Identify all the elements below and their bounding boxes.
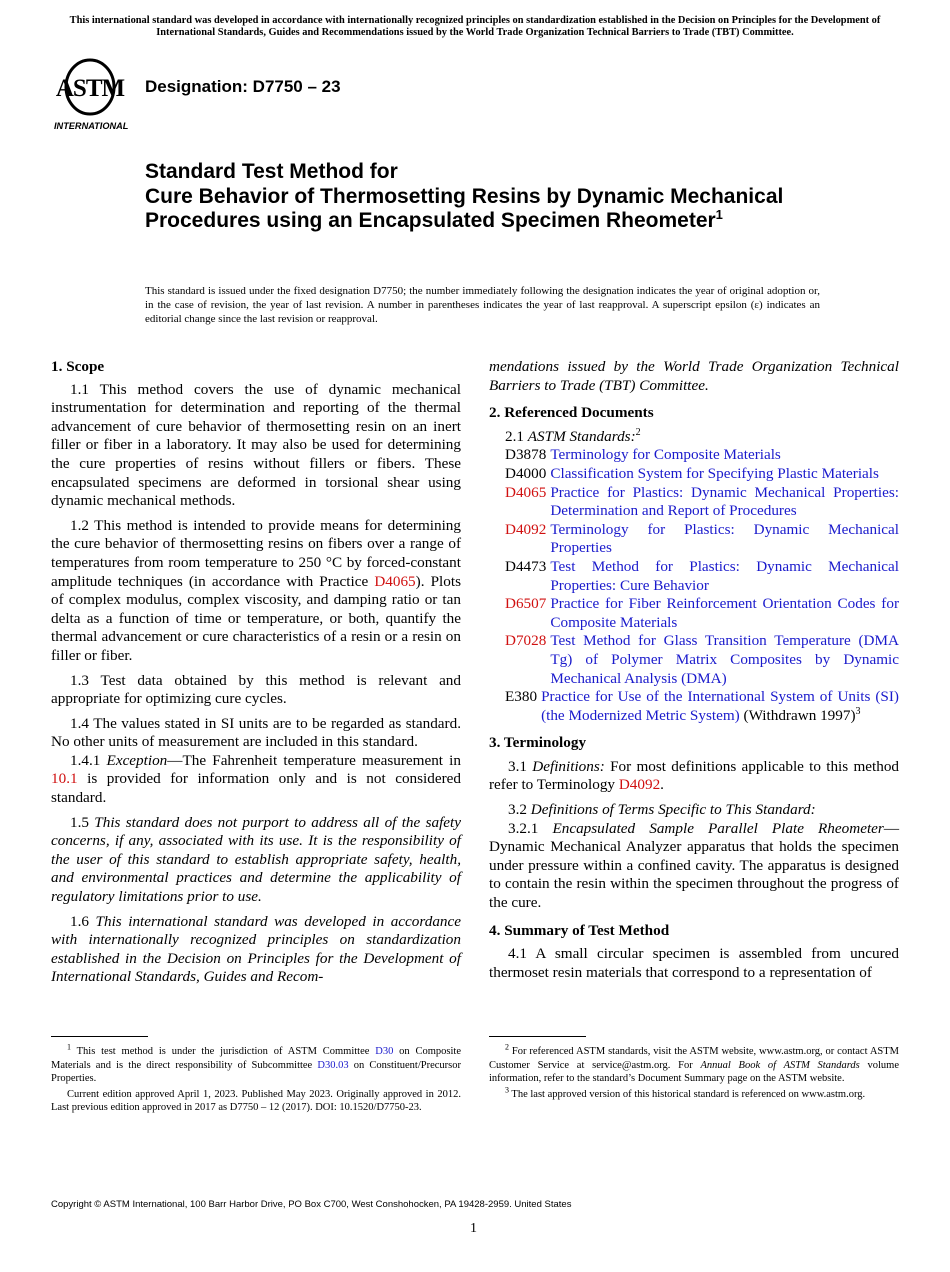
astm-logo-org: INTERNATIONAL bbox=[54, 121, 129, 131]
definitions-label: Definitions: bbox=[532, 757, 605, 775]
trade-notice: This international standard was developed in accordance with internationally recognized principles on standardization established in the Decision on Principles for the Development of International Standards, Guides and Recommendations issued by the World Trade Organization Technical Barriers to Trade (TBT) Committee. bbox=[69, 15, 881, 38]
reference-title-link[interactable]: Test Method for Glass Transition Temperature (DMA Tg) of Polymer Matrix Composites by Dynamic Mechanical Analysis (DMA) bbox=[550, 632, 899, 687]
reference-title-block bbox=[550, 521, 899, 558]
reference-code[interactable]: D4065 bbox=[505, 483, 547, 501]
para-4-1: 4.1 A small circular specimen is assembled from uncured thermoset resin materials that correspond to a representation of bbox=[489, 945, 899, 981]
footnote-1-text-3: on Constituent/Precursor Properties. bbox=[51, 1059, 461, 1085]
reference-title-block bbox=[550, 632, 899, 688]
reference-title-block bbox=[550, 558, 899, 595]
para-1-6 bbox=[51, 913, 461, 987]
section-references-heading: 2. Referenced Documents bbox=[489, 404, 654, 422]
reference-title-block bbox=[550, 595, 899, 632]
footnote-2-book: Annual Book of ASTM Standards bbox=[700, 1059, 860, 1071]
link-d4065[interactable]: D4065 bbox=[374, 572, 416, 590]
footnote-2-text: For referenced ASTM standards, visit the ASTM website, www.astm.org, or contact ASTM Customer Service at service@astm.org. For bbox=[489, 1046, 899, 1071]
page-number: 1 bbox=[470, 1221, 477, 1236]
withdrawn-footnote-mark: 3 bbox=[855, 705, 861, 717]
para-1-4: 1.4 The values stated in SI units are to be regarded as standard. No other units of measurement are included in this standard. bbox=[51, 714, 461, 751]
designation: Designation: D7750 – 23 bbox=[145, 77, 341, 96]
para-3-2-num: 3.2 bbox=[508, 801, 531, 819]
reference-title-link[interactable]: Terminology for Composite Materials bbox=[550, 446, 781, 464]
withdrawn-note: (Withdrawn 1997) bbox=[739, 706, 856, 724]
title-line1: Standard Test Method for bbox=[145, 160, 398, 183]
para-1-5 bbox=[51, 814, 461, 907]
para-1-4-1 bbox=[51, 752, 461, 808]
para-3-2-1 bbox=[489, 820, 899, 913]
para-1-6-continued: mendations issued by the World Trade Organization Technical Barriers to Trade (TBT) Committee. bbox=[489, 358, 899, 394]
link-d30-03[interactable]: D30.03 bbox=[317, 1059, 349, 1071]
footnotes-left bbox=[51, 1042, 461, 1115]
footnote-1-mark: 1 bbox=[67, 1042, 71, 1052]
reference-item bbox=[489, 465, 899, 484]
reference-code: E380 bbox=[505, 688, 538, 706]
para-1-6-text: This international standard was developed in accordance with internationally recognized principles on standardization established in the Decision on Principles for the Development of International Standards, Guides and Recom- bbox=[51, 912, 461, 986]
reference-item bbox=[489, 484, 899, 521]
para-1-4-1-num: 1.4.1 bbox=[70, 751, 107, 769]
para-1-5-num: 1.5 bbox=[70, 813, 95, 831]
exception-label: Exception bbox=[106, 751, 168, 769]
reference-title-block bbox=[550, 446, 899, 465]
reference-title-block bbox=[550, 484, 899, 521]
para-1-1: 1.1 This method covers the use of dynamic mechanical instrumentation for determination and reporting of the thermal advancement of cure behavior of thermosetting resin on an inert filler or fiber in a laboratory. It may also be used for determining the cure properties of resins without fillers or fibers. These encapsulated specimens are deformed in torsional shear using dynamic mechanical methods. bbox=[51, 380, 461, 510]
reference-title-link[interactable]: Terminology for Plastics: Dynamic Mechanical Properties bbox=[550, 520, 899, 557]
section-summary-heading: 4. Summary of Test Method bbox=[489, 921, 670, 939]
document-title bbox=[145, 160, 845, 234]
para-1-6-num: 1.6 bbox=[70, 912, 96, 930]
footnote-1-edition: Current edition approved April 1, 2023. Published May 2023. Originally approved in 2012. Last previous edition approved in 2017 as D7750 – 12 (2017). DOI: 10.1520/D7750-23. bbox=[51, 1088, 461, 1114]
footnote-2-text-end: volume information, refer to the standard’s Document Summary page on the ASTM website. bbox=[489, 1059, 899, 1085]
para-3-2-1-num: 3.2.1 bbox=[508, 819, 553, 837]
reference-title-link[interactable]: Practice for Plastics: Dynamic Mechanical Properties: Determination and Report of Procedures bbox=[550, 483, 899, 520]
reference-title-link[interactable]: Practice for Use of the International System of Units (SI) (the Modernized Metric System) bbox=[541, 688, 899, 724]
reference-item bbox=[489, 446, 899, 465]
para-1-4-1-text-end: is provided for information only and is not considered standard. bbox=[51, 770, 461, 807]
reference-code: D3878 bbox=[505, 446, 547, 464]
section-terminology-heading: 3. Terminology bbox=[489, 734, 587, 752]
copyright: Copyright © ASTM International, 100 Barr Harbor Drive, PO Box C700, West Conshohocken, PA 19428-2959. United States bbox=[51, 1199, 572, 1210]
left-column bbox=[51, 358, 461, 987]
footnote-3 bbox=[489, 1085, 899, 1102]
reference-item bbox=[489, 558, 899, 595]
reference-list bbox=[489, 446, 899, 725]
footnote-rule-right bbox=[489, 1036, 586, 1037]
reference-title-link[interactable]: Test Method for Plastics: Dynamic Mechanical Properties: Cure Behavior bbox=[550, 557, 899, 594]
link-d30[interactable]: D30 bbox=[375, 1046, 394, 1057]
reference-title-link[interactable]: Classification System for Specifying Plastic Materials bbox=[550, 464, 879, 482]
footnote-1-text-2: on Composite Materials and is the direct responsibility of Subcommittee bbox=[51, 1046, 461, 1071]
reference-item bbox=[489, 632, 899, 688]
title-footnote-mark: 1 bbox=[715, 207, 723, 222]
para-3-1-text: For most definitions applicable to this method refer to Terminology bbox=[489, 757, 900, 794]
reference-title-block bbox=[550, 465, 899, 484]
footnote-rule-left bbox=[51, 1036, 148, 1037]
reference-code[interactable]: D4092 bbox=[505, 520, 547, 538]
footnotes-right bbox=[489, 1042, 899, 1101]
reference-code: D4000 bbox=[505, 464, 547, 482]
para-3-2 bbox=[489, 801, 899, 820]
para-3-1-text-end: . bbox=[660, 776, 664, 794]
section-scope-heading: 1. Scope bbox=[51, 358, 105, 375]
para-1-4-1-text: —The Fahrenheit temperature measurement in bbox=[167, 751, 462, 769]
title-line2: Cure Behavior of Thermosetting Resins by Dynamic Mechanical Procedures using an Encapsulated Specimen Rheometer bbox=[145, 184, 784, 232]
link-d4092[interactable]: D4092 bbox=[618, 776, 661, 794]
astm-logo-letters: ASTM bbox=[55, 75, 125, 102]
astm-logo bbox=[52, 57, 136, 133]
reference-code[interactable]: D7028 bbox=[505, 632, 547, 650]
link-10-1[interactable]: 10.1 bbox=[51, 770, 78, 788]
para-1-2-text: 1.2 This method is intended to provide means for determining the cure behavior of thermosetting resins on fibers over a range of temperatures from room temperature to 250 °C by forced-constant amplitude techniques (in accordance with Practice bbox=[51, 516, 461, 590]
footnote-2 bbox=[489, 1042, 899, 1086]
astm-standards-subheading bbox=[489, 428, 899, 447]
para-1-2-text-end: ). Plots of complex modulus, complex viscosity, and damping ratio or tan delta as a function of time or temperature, or both, quantify the thermal advancement or cure characteristics of a resin or a resin on filler or fiber. bbox=[51, 572, 461, 664]
footnote-2-mark: 2 bbox=[505, 1042, 509, 1052]
reference-title-block bbox=[541, 688, 899, 725]
term-label: Encapsulated Sample Parallel Plate Rheometer bbox=[552, 819, 884, 837]
reference-title-link[interactable]: Practice for Fiber Reinforcement Orientation Codes for Composite Materials bbox=[550, 595, 899, 631]
para-3-2-label: Definitions of Terms Specific to This Standard: bbox=[530, 801, 816, 819]
footnote-3-mark: 3 bbox=[505, 1085, 509, 1095]
para-3-1-num: 3.1 bbox=[508, 757, 533, 775]
para-1-3: 1.3 Test data obtained by this method is relevant and appropriate for optimizing cure cycles. bbox=[51, 671, 461, 708]
reference-item bbox=[489, 521, 899, 558]
sub-label: ASTM Standards: bbox=[527, 427, 636, 445]
para-1-5-text: This standard does not purport to address all of the safety concerns, if any, associated with its use. It is the responsibility of the user of this standard to establish appropriate safety, health, and environmental practices and determine the applicability of regulatory limitations prior to use. bbox=[51, 813, 461, 906]
para-3-1 bbox=[489, 758, 899, 795]
sub-num: 2.1 bbox=[505, 427, 528, 445]
reference-item bbox=[489, 595, 899, 632]
reference-code[interactable]: D6507 bbox=[505, 595, 547, 613]
footnote-1-text: This test method is under the jurisdiction of ASTM Committee bbox=[71, 1046, 376, 1057]
footnote-3-text: The last approved version of this historical standard is referenced on www.astm.org. bbox=[509, 1088, 866, 1100]
reference-code: D4473 bbox=[505, 557, 547, 575]
astm-logo-mark bbox=[52, 57, 136, 133]
issued-note: This standard is issued under the fixed designation D7750; the number immediately following the designation indicates the year of original adoption or, in the case of revision, the year of last revision. A number in parentheses indicates the year of last reapproval. A superscript epsilon (ε) indicates an editorial change since the last revision or reapproval. bbox=[145, 285, 820, 325]
right-column bbox=[489, 358, 899, 982]
para-1-2 bbox=[51, 517, 461, 666]
para-3-2-1-text: —Dynamic Mechanical Analyzer apparatus that holds the specimen under pressure within a confined cavity. The apparatus is designed to contain the resin within the specimen throughout the progress of the cure. bbox=[489, 819, 899, 912]
reference-item bbox=[489, 688, 899, 725]
sub-footnote-mark: 2 bbox=[635, 426, 641, 438]
footnote-1 bbox=[51, 1042, 461, 1086]
